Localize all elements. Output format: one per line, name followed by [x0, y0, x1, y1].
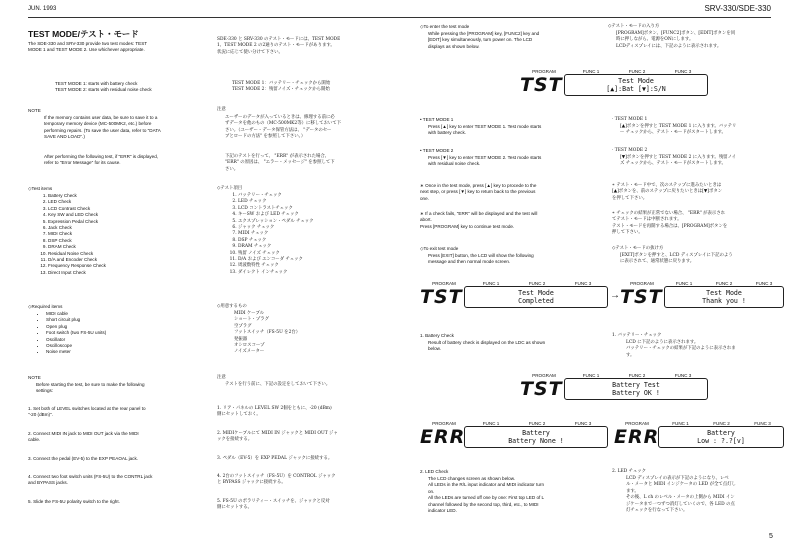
- lcd-line2: Low : ?.?[v]: [697, 437, 745, 445]
- page-number: 5: [769, 533, 773, 540]
- label-func3: FUNC 3: [755, 281, 773, 286]
- tm2-heading: • TEST MODE 2: [420, 148, 454, 153]
- list-item: 8. DSP チェック: [238, 238, 314, 244]
- step-1: 1. Set both of LEVEL switches located at the rear panel to "-20 (dBm)".: [28, 406, 146, 418]
- lcd-code: ERR: [420, 426, 466, 448]
- list-item: 13. Direct Input Check: [48, 270, 106, 276]
- label-func1: FUNC 1: [672, 421, 689, 426]
- tm1-en: Press [▲] key to enter TEST MODE 1. Test mode starts with battery check.: [428, 124, 542, 136]
- lcd-line1: Battery: [522, 429, 550, 437]
- page-title: TEST MODE/テスト・モード: [28, 29, 139, 39]
- list-item: 2. LED Check: [48, 199, 106, 205]
- lcd-code: TST: [520, 74, 563, 96]
- label-program: PROGRAM: [432, 281, 456, 286]
- step-5-jp: 5. FS-5U のポラリティー・スイッチを、ジャックと反対 側にセットする。: [217, 499, 330, 511]
- list-item: オシロスコープ: [234, 343, 265, 349]
- lcd-line2: [▲]:Bat [▼]:S/N: [606, 85, 666, 93]
- list-item: • Short circuit plug: [46, 317, 106, 323]
- required-items-heading-jp: ◇用意するもの: [217, 304, 247, 309]
- lcd-screen: [464, 426, 608, 448]
- list-item: MIDI ケーブル: [234, 311, 265, 316]
- lcd-panel-battery-ok: [520, 371, 708, 400]
- list-item: 1. Battery Check: [48, 193, 106, 199]
- lcd-screen: [658, 426, 784, 448]
- enter-heading: ◇To enter the test mode: [420, 24, 470, 29]
- list-item: 10. Residual Noise Check: [48, 251, 106, 257]
- fail-note-en: ∗ If a check fails, "ERR" will be displayed and the test will abort. Press [PROGRAM] key to continue test mode.: [420, 211, 538, 229]
- note2-jp: テストを行う前に、下記の設定をしておいて下さい。: [225, 382, 331, 387]
- label-func1: FUNC 1: [582, 373, 600, 378]
- list-item: 4. キーSW および LED チェック: [238, 212, 314, 218]
- lcd-line1: Test Mode: [618, 77, 654, 85]
- label-func3: FUNC 3: [674, 69, 692, 74]
- step-2: 2. Connect MIDI IN jack to MIDI OUT jack via the MIDI cable.: [28, 431, 139, 443]
- lcd-button-labels: [420, 279, 608, 286]
- lcd-panel-completed: [420, 279, 608, 308]
- list-item: 11. D/A and Encoder Check: [48, 257, 106, 263]
- lcd-button-labels: [520, 67, 708, 74]
- label-func2: FUNC 2: [715, 281, 733, 286]
- battery-heading: 1. Battery Check: [420, 333, 454, 338]
- lcd-line2: Completed: [518, 297, 554, 305]
- list-item: 10. 残留 ノイズ チェック: [238, 251, 314, 257]
- exit-jp: [EXIT]ボタンを押すと、LCD ディスプレイに下記のよう に表示されて、通常状態に戻ります。: [620, 253, 733, 265]
- battery-jp: LCD に下記のように表示されます。 バッテリー・チェックの結果が下記のように表示されま す。: [626, 340, 736, 358]
- header-model: SRV-330/SDE-330: [704, 4, 771, 13]
- list-item: 2. LED チェック: [238, 199, 314, 205]
- label-func1: FUNC 1: [482, 421, 500, 426]
- list-item: • Oscillator: [46, 337, 106, 343]
- test-items-list: [38, 193, 106, 276]
- step-3-jp: 3. ペダル（EV-5）を EXP PEDAL ジャックに接続する。: [217, 456, 333, 461]
- list-item: 3. LCD コントラストチェック: [238, 206, 314, 212]
- once-note-jp: ∗ テスト・モード中で、次のステップに進みたいときは [▲]ボタンを、前のステップに戻りたいときは[▼]ボタン を押して下さい。: [612, 183, 723, 201]
- list-item: • Foot switch (two FS-5U units): [46, 330, 106, 336]
- required-items-list-jp: [226, 311, 300, 356]
- list-item: 12. 周波数特性 チェック: [238, 263, 314, 269]
- lcd-screen: [664, 286, 784, 308]
- list-item: • MIDI cable: [46, 311, 106, 317]
- lcd-line2: Battery OK !: [612, 389, 660, 397]
- label-func1: FUNC 1: [482, 281, 500, 286]
- lcd-screen: [564, 378, 708, 400]
- note2-heading: NOTE: [28, 375, 41, 380]
- lcd-line1: Battery Test: [612, 381, 660, 389]
- list-item: 5. エクスプレッション・ペダル チェック: [238, 219, 314, 225]
- list-item: 9. DRAM チェック: [238, 244, 314, 250]
- list-item: 13. ダイレクト インチェック: [238, 270, 314, 276]
- tm2-en: Press [▼] key to enter TEST MODE 2. Test mode starts with residual noise check.: [428, 155, 542, 167]
- label-func2: FUNC 2: [628, 69, 646, 74]
- list-item: • Oscilloscope: [46, 343, 106, 349]
- list-item: 11. D/A および エンコーダ チェック: [238, 257, 314, 263]
- once-note-en: ∗ Once in the test mode, press [▲] key to procede to the next step, or press [▼] key to return back to the previous one.: [420, 183, 537, 201]
- label-func1: FUNC 1: [582, 69, 600, 74]
- list-item: 1. バッテリー・チェック: [238, 193, 314, 199]
- led-en: The LCD changes screen as shown below. All LEDs in the R/L input indicator and MIDI indicator turn on. All the LEDs are turned off one by one: First top LED of L channel followed by the second top, third, etc., to MIDI indicator LED.: [428, 476, 545, 514]
- lcd-code: TST: [620, 286, 663, 308]
- required-items-heading: ◇Required items: [28, 304, 63, 309]
- list-item: 3. LCD Contrast Check: [48, 206, 106, 212]
- list-item: 7. MIDI チェック: [238, 231, 314, 237]
- exit-en: Press [EXIT] button, the LCD will show the following message and then normal mode screen.: [428, 253, 534, 265]
- enter-en: While pressing the [PROGRAM] key, [FUNC2] key and [EDIT] key simultaneously, turn power on. The LCD displays as shown below.: [428, 31, 540, 49]
- intro-jp: SDE-330 と SRV-330 のテスト・モードには、TEST MODE 1、TEST MODE 2 の2通りのテスト・モードがあります。 状況に応じて使い分けて下さい。: [217, 37, 341, 55]
- list-item: 7. MIDI Check: [48, 231, 106, 237]
- list-item: ショート・プラグ: [234, 317, 270, 323]
- lcd-code: TST: [420, 286, 463, 308]
- list-item: 6. ジャック チェック: [238, 225, 314, 231]
- note-heading: NOTE: [28, 108, 41, 113]
- step-4-jp: 4. 2台のフットスイッチ（FS-5U）を CONTROL ジャック と BYPASS ジャックに接続する。: [217, 474, 336, 486]
- lcd-code: TST: [520, 378, 563, 400]
- list-item: 4. Key SW and LED Check: [48, 212, 106, 218]
- led-heading: 2. LED Check: [420, 469, 449, 474]
- label-program: PROGRAM: [532, 373, 556, 378]
- lcd-line1: Test Mode: [518, 289, 554, 297]
- list-item: • Open plug: [46, 324, 106, 330]
- test-items-list-jp: [228, 193, 314, 276]
- list-item: 空プラグ: [234, 323, 252, 329]
- lcd-screen: [464, 286, 608, 308]
- note2-en: Before starting the test, be sure to make the following settings:: [36, 382, 145, 394]
- label-program: PROGRAM: [625, 421, 649, 426]
- lcd-line2: Thank you !: [702, 297, 746, 305]
- tm2-heading-jp: · TEST MODE 2: [612, 148, 648, 153]
- note-heading-jp: 注意: [217, 107, 226, 112]
- lcd-line1: Battery: [707, 429, 735, 437]
- lcd-panel-thank-you: [620, 279, 784, 308]
- modes-en: TEST MODE 1: starts with battery check TEST MODE 2: starts with residual noise check: [55, 81, 152, 93]
- lcd-code: ERR: [614, 426, 660, 448]
- lcd-button-labels: [620, 279, 784, 286]
- modes-jp: TEST MODE 1：バッテリー・チェックから開始 TEST MODE 2：残留ノイズ・チェックから開始: [232, 81, 331, 93]
- label-func3: FUNC 3: [574, 421, 592, 426]
- header-date: JUN. 1993: [28, 6, 57, 12]
- label-func2: FUNC 2: [528, 421, 546, 426]
- test-items-heading-jp: ◇テスト項目: [217, 186, 243, 191]
- battery-en: Result of battery check is displayed on the LDC as shown below.: [428, 340, 546, 352]
- note-jp: ユーザーのデータが入っているときは、修理する前に必 ずデータを他のもの（MC-500MK2等）に移しておいて下 さい。（ユーザー・データ保管方法は、 "データのセー ブとロードの方法" を参照して下さい。）: [225, 115, 342, 140]
- tm1-heading: • TEST MODE 1: [420, 117, 454, 122]
- note-en: If the memory contains user data, be sure to save it to a temporary memory device (MC-500MK2, etc.) before performing repairs. (To save the user data, refer to "DATA SAVE AND LOAD".): [44, 115, 161, 140]
- lcd-button-labels: [420, 419, 608, 426]
- err-jp: 下記のテストを行って、 "ERR" が表示された場合、 "ERR" の原因は、 "エラー・メッセージ" を参照して下 さい。: [225, 154, 335, 172]
- label-func3: FUNC 3: [674, 373, 692, 378]
- battery-heading-jp: 1. バッテリー・チェック: [612, 333, 662, 338]
- step-5: 5. Slide the FS-5U polarity switch to the right.: [28, 499, 120, 504]
- tm2-jp: [▼]ボタンを押すと TEST MODE 2 に入ります。残留ノイ ズ チェックから、テスト・モードがスタートします。: [620, 155, 736, 167]
- lcd-panel-battery-low: [614, 419, 784, 448]
- lcd-panel-test-mode: [520, 67, 708, 96]
- lcd-line2: Battery None !: [508, 437, 564, 445]
- enter-jp: [PROGRAM]ボタン、[FUNC2]ボタン、[EDIT]ボタンを同 時に押しながら、電源をONにします。 LCDディスプレイには、下記のように表示されます。: [616, 31, 736, 49]
- list-item: 6. Jack Check: [48, 225, 106, 231]
- label-func2: FUNC 2: [713, 421, 730, 426]
- exit-heading: ◇To exit test mode: [420, 246, 459, 251]
- test-items-heading: ◇Test items: [28, 186, 53, 191]
- lcd-button-labels: [520, 371, 708, 378]
- led-heading-jp: 2. LED チェック: [612, 469, 647, 474]
- list-item: 9. DRAM Check: [48, 244, 106, 250]
- lcd-screen: [564, 74, 708, 96]
- intro-en: The SDE-330 and SRV-330 provide two test modes: TEST MODE 1 and TEST MODE 2. Use whichever appropriate.: [28, 41, 148, 53]
- step-1-jp: 1. リア・パネルの LEVEL SW 2個をともに、-20 (dBm) 側にセットしておく。: [217, 406, 332, 418]
- required-items-list: [38, 311, 106, 356]
- led-jp: LCD ディスプレイの表示が下記のようになり、レベ ル・メータと MIDI インジケータの LED が全て点灯し ます。 その後、L ch のレベル・メータの上側から MIDI イン ジケータまで一つずつ消灯していくので、各 LED の点 灯チェックを行なって下さい。: [626, 476, 736, 514]
- enter-heading-jp: ◇テスト・モードの入り方: [608, 24, 660, 29]
- tm1-heading-jp: · TEST MODE 1: [612, 117, 648, 122]
- list-item: 5. Expression Pedal Check: [48, 219, 106, 225]
- label-func3: FUNC 3: [754, 421, 771, 426]
- step-2-jp: 2. MIDIケーブルにて MIDI IN ジャックと MIDI OUT ジャ ックを接続する。: [217, 431, 338, 443]
- label-func1: FUNC 1: [675, 281, 693, 286]
- exit-heading-jp: ◇テスト・モードの抜け方: [612, 246, 664, 251]
- list-item: フットスイッチ（FS-5U を2台）: [234, 330, 301, 336]
- list-item: • Noise meter: [46, 349, 106, 355]
- err-en: After performing the following test, if "ERR" is displayed, refer to "Error Message" for its cause.: [44, 154, 159, 166]
- label-program: PROGRAM: [432, 421, 456, 426]
- lcd-line1: Test Mode: [706, 289, 742, 297]
- label-func2: FUNC 2: [528, 281, 546, 286]
- step-3: 3. Connect the pedal (EV-5) to the EXP PEAOAL jack.: [28, 456, 139, 461]
- label-program: PROGRAM: [630, 281, 654, 286]
- list-item: 発振器: [234, 336, 248, 342]
- tm1-jp: [▲]ボタンを押すと TEST MODE 1 に入ります。バッテリ ー チェックから、テスト・モードがスタートします。: [620, 124, 737, 136]
- note2-heading-jp: 注意: [217, 375, 226, 380]
- list-item: 12. Frequency Response Check: [48, 263, 106, 269]
- label-func2: FUNC 2: [628, 373, 646, 378]
- label-program: PROGRAM: [532, 69, 556, 74]
- list-item: ノイズメーター: [234, 349, 265, 355]
- list-item: 8. DSP Check: [48, 238, 106, 244]
- header-rule: [28, 17, 771, 18]
- step-4: 4. Connect two foot switch units (FS-5U) to the CONTRL jack and BYPASS jacks.: [28, 474, 153, 486]
- label-func3: FUNC 3: [574, 281, 592, 286]
- fail-note-jp: ∗ チェックの結果が正常でない場合、 "ERR" が表示され てテスト・モードは中断されます。 テスト・モードを再開する場合は、[PROGRAM]ボタンを 押して下さい。: [612, 211, 728, 236]
- lcd-panel-battery-none: [420, 419, 608, 448]
- lcd-button-labels: [614, 419, 784, 426]
- arrow-right-icon: →: [610, 290, 620, 301]
